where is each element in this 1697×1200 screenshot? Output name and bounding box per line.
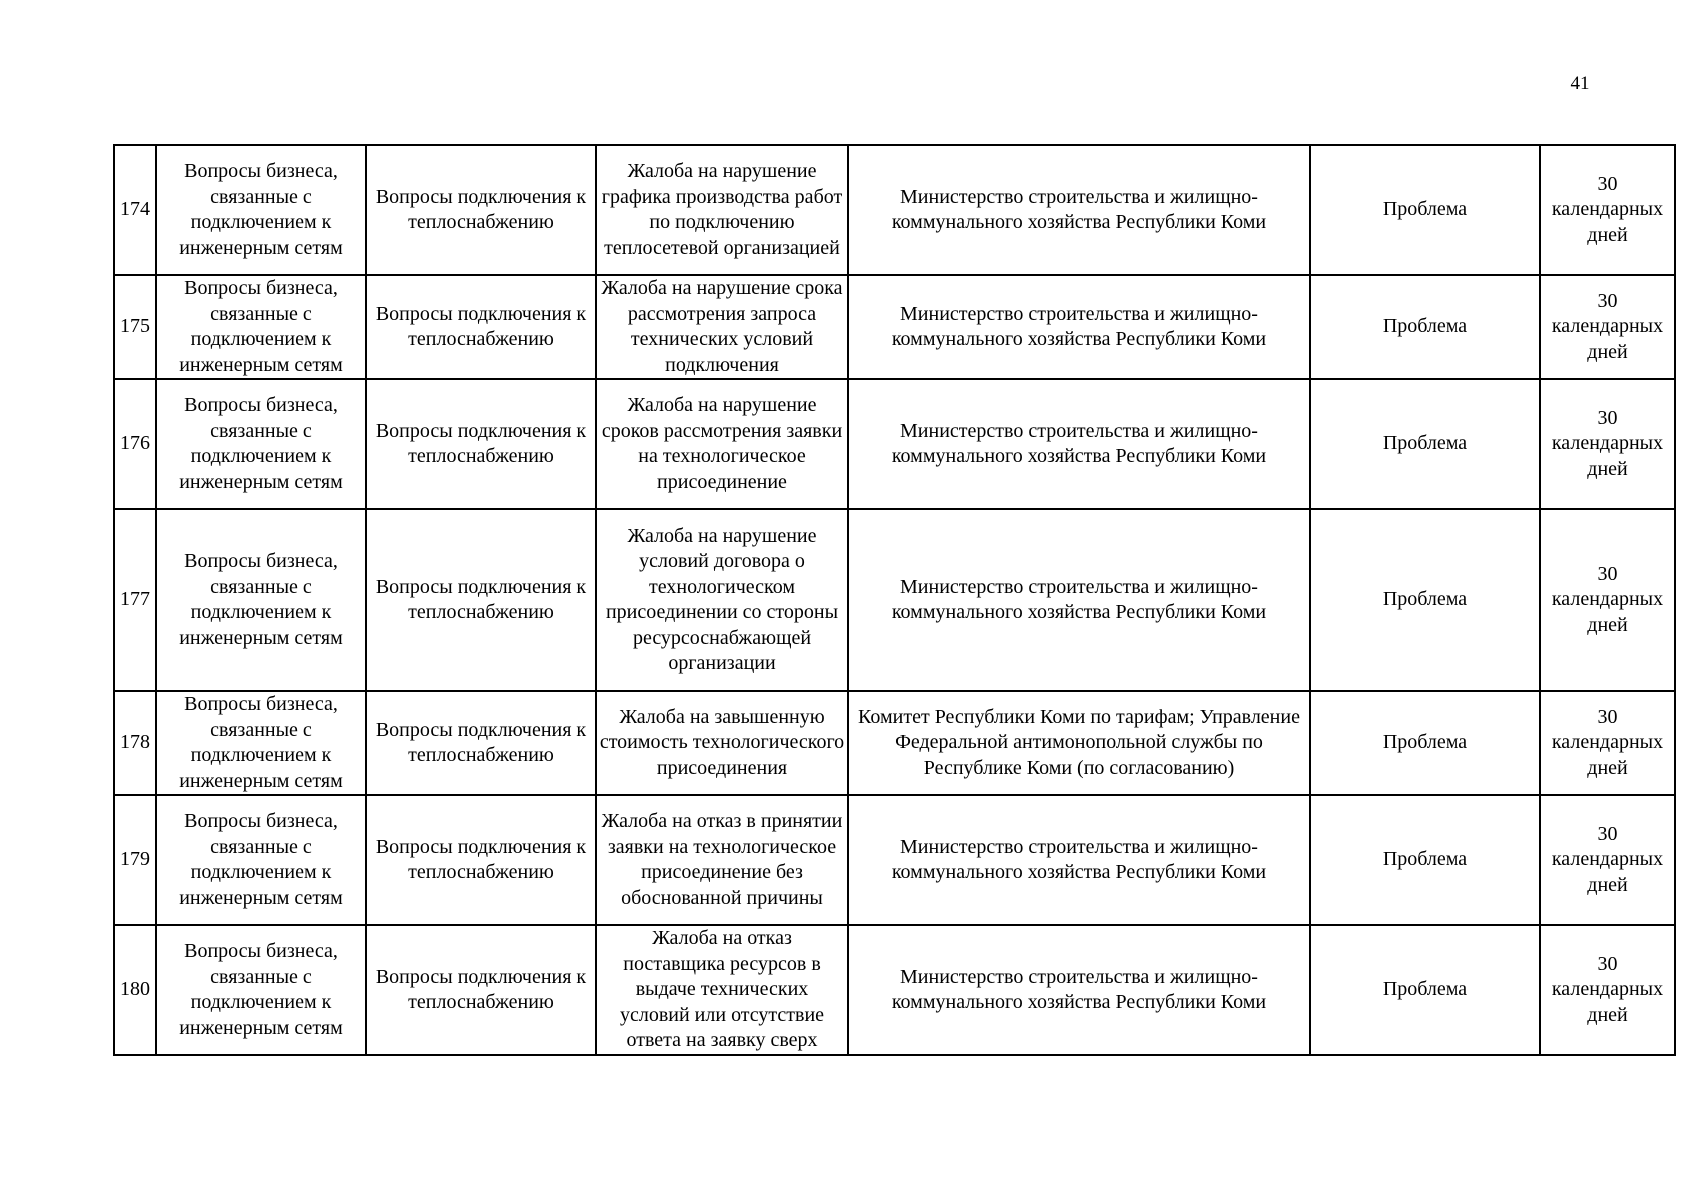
category-cell: Вопросы бизнеса, связанные с подключением к инженерным сетям bbox=[156, 509, 366, 691]
topic-cell: Жалоба на нарушение условий договора о технологическом присоединении со стороны ресурсоснабжающей организации bbox=[596, 509, 848, 691]
row-number-cell: 179 bbox=[114, 795, 156, 925]
table-row bbox=[114, 509, 1675, 691]
authority-cell: Министерство строительства и жилищно-коммунального хозяйства Республики Коми bbox=[848, 509, 1310, 691]
row-number-cell: 175 bbox=[114, 275, 156, 379]
term-cell: 30 календарных дней bbox=[1540, 925, 1675, 1055]
topic-cell: Жалоба на нарушение сроков рассмотрения заявки на технологическое присоединение bbox=[596, 379, 848, 509]
type-cell: Проблема bbox=[1310, 795, 1540, 925]
authority-cell: Комитет Республики Коми по тарифам; Управление Федеральной антимонопольной службы по Республике Коми (по согласованию) bbox=[848, 691, 1310, 795]
table-row bbox=[114, 379, 1675, 509]
category-cell: Вопросы бизнеса, связанные с подключением к инженерным сетям bbox=[156, 795, 366, 925]
term-cell: 30 календарных дней bbox=[1540, 379, 1675, 509]
row-number-cell: 176 bbox=[114, 379, 156, 509]
topic-cell: Жалоба на нарушение графика производства работ по подключению теплосетевой организацией bbox=[596, 145, 848, 275]
type-cell: Проблема bbox=[1310, 509, 1540, 691]
table-row bbox=[114, 275, 1675, 379]
category-cell: Вопросы бизнеса, связанные с подключением к инженерным сетям bbox=[156, 691, 366, 795]
table-row bbox=[114, 691, 1675, 795]
type-cell: Проблема bbox=[1310, 275, 1540, 379]
row-number-cell: 174 bbox=[114, 145, 156, 275]
subcategory-cell: Вопросы подключения к теплоснабжению bbox=[366, 275, 596, 379]
authority-cell: Министерство строительства и жилищно-коммунального хозяйства Республики Коми bbox=[848, 145, 1310, 275]
category-cell: Вопросы бизнеса, связанные с подключением к инженерным сетям bbox=[156, 925, 366, 1055]
term-cell: 30 календарных дней bbox=[1540, 795, 1675, 925]
subcategory-cell: Вопросы подключения к теплоснабжению bbox=[366, 145, 596, 275]
term-cell: 30 календарных дней bbox=[1540, 275, 1675, 379]
table-row bbox=[114, 925, 1675, 1055]
authority-cell: Министерство строительства и жилищно-коммунального хозяйства Республики Коми bbox=[848, 275, 1310, 379]
table-row bbox=[114, 795, 1675, 925]
subcategory-cell: Вопросы подключения к теплоснабжению bbox=[366, 509, 596, 691]
topic-cell: Жалоба на отказ в принятии заявки на технологическое присоединение без обоснованной причины bbox=[596, 795, 848, 925]
page-number: 41 bbox=[1570, 73, 1590, 94]
row-number-cell: 178 bbox=[114, 691, 156, 795]
row-number-cell: 180 bbox=[114, 925, 156, 1055]
category-cell: Вопросы бизнеса, связанные с подключением к инженерным сетям bbox=[156, 379, 366, 509]
type-cell: Проблема bbox=[1310, 691, 1540, 795]
authority-cell: Министерство строительства и жилищно-коммунального хозяйства Республики Коми bbox=[848, 925, 1310, 1055]
authority-cell: Министерство строительства и жилищно-коммунального хозяйства Республики Коми bbox=[848, 379, 1310, 509]
subcategory-cell: Вопросы подключения к теплоснабжению bbox=[366, 691, 596, 795]
subcategory-cell: Вопросы подключения к теплоснабжению bbox=[366, 925, 596, 1055]
type-cell: Проблема bbox=[1310, 925, 1540, 1055]
topic-cell: Жалоба на завышенную стоимость технологического присоединения bbox=[596, 691, 848, 795]
type-cell: Проблема bbox=[1310, 145, 1540, 275]
registry-table bbox=[113, 144, 1676, 1056]
table-row bbox=[114, 145, 1675, 275]
topic-cell: Жалоба на отказ поставщика ресурсов в выдаче технических условий или отсутствие ответа на заявку сверх bbox=[596, 925, 848, 1055]
type-cell: Проблема bbox=[1310, 379, 1540, 509]
term-cell: 30 календарных дней bbox=[1540, 145, 1675, 275]
subcategory-cell: Вопросы подключения к теплоснабжению bbox=[366, 379, 596, 509]
subcategory-cell: Вопросы подключения к теплоснабжению bbox=[366, 795, 596, 925]
authority-cell: Министерство строительства и жилищно-коммунального хозяйства Республики Коми bbox=[848, 795, 1310, 925]
category-cell: Вопросы бизнеса, связанные с подключением к инженерным сетям bbox=[156, 145, 366, 275]
term-cell: 30 календарных дней bbox=[1540, 691, 1675, 795]
term-cell: 30 календарных дней bbox=[1540, 509, 1675, 691]
topic-cell: Жалоба на нарушение срока рассмотрения запроса технических условий подключения bbox=[596, 275, 848, 379]
row-number-cell: 177 bbox=[114, 509, 156, 691]
category-cell: Вопросы бизнеса, связанные с подключением к инженерным сетям bbox=[156, 275, 366, 379]
